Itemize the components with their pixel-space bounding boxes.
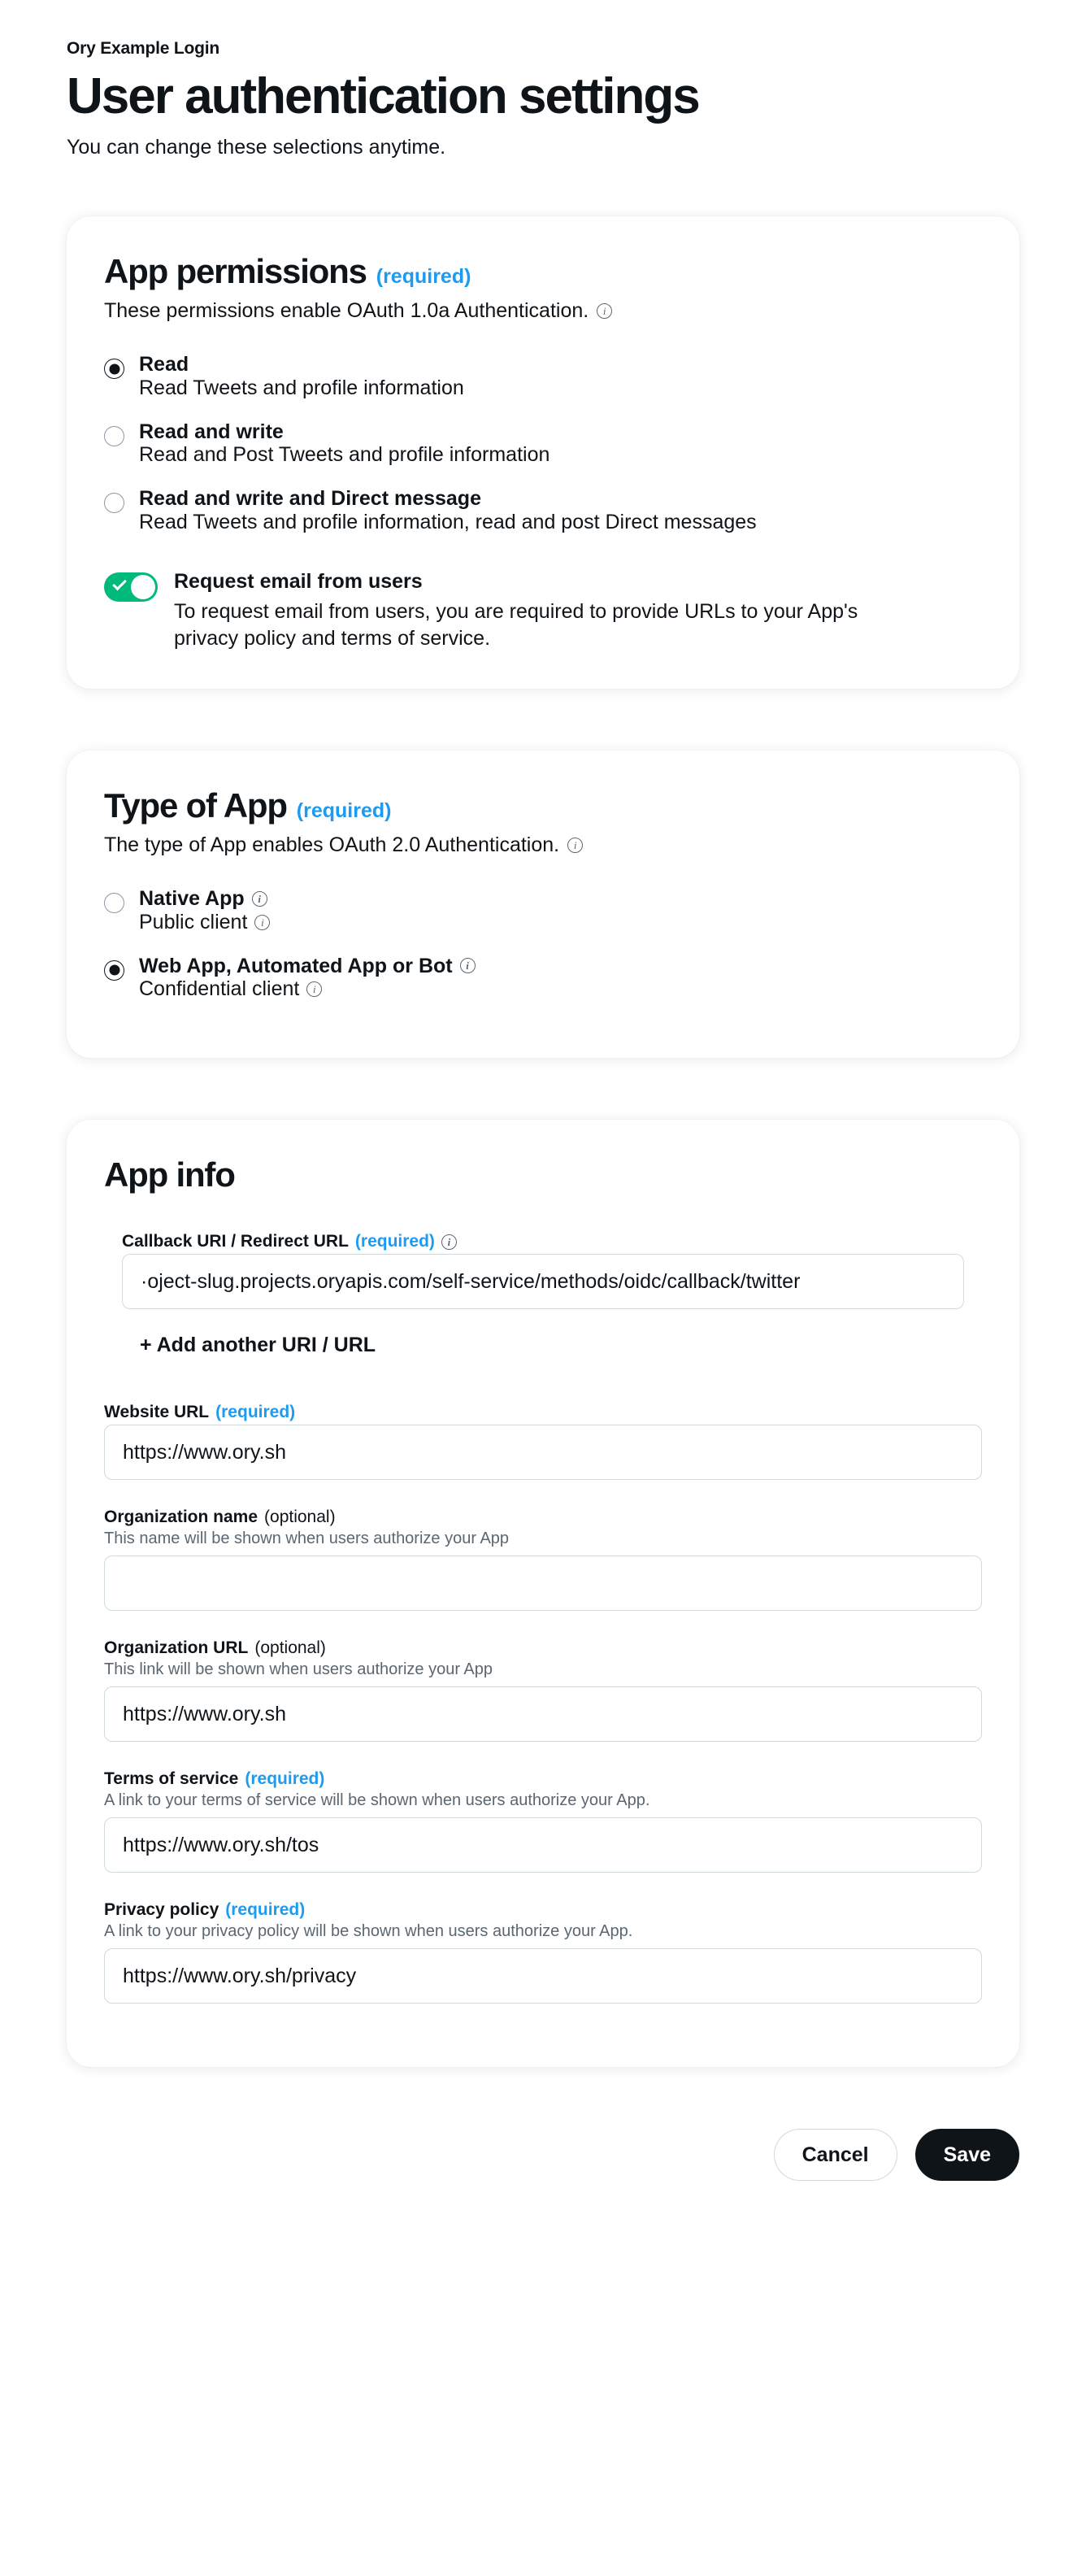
type-of-app-title: Type of App xyxy=(104,786,287,825)
permission-option-read-write-dm-help: Read Tweets and profile information, read and post Direct messages xyxy=(139,510,757,533)
info-icon[interactable]: i xyxy=(460,958,476,973)
app-type-web-label: Web App, Automated App or Bot xyxy=(139,954,453,977)
permission-option-read-help: Read Tweets and profile information xyxy=(139,376,464,399)
organization-url-help: This link will be shown when users authorize your App xyxy=(104,1660,493,1679)
app-permissions-required-tag: (required) xyxy=(376,265,471,289)
app-permissions-title: App permissions xyxy=(104,252,367,291)
type-of-app-heading xyxy=(104,786,982,825)
info-icon[interactable]: i xyxy=(567,838,583,853)
type-of-app-description-row xyxy=(104,833,982,857)
app-type-native-help: Public client xyxy=(139,910,248,933)
organization-name-optional-tag: (optional) xyxy=(264,1508,336,1527)
permission-option-read-write-help: Read and Post Tweets and profile information xyxy=(139,443,550,467)
privacy-policy-field xyxy=(104,1900,982,2004)
callback-label-row xyxy=(122,1232,964,1251)
privacy-policy-help: A link to your privacy policy will be shown when users authorize your App. xyxy=(104,1922,633,1941)
app-type-option-native[interactable] xyxy=(104,888,982,934)
toggle-knob xyxy=(131,575,155,599)
terms-of-service-required-tag: (required) xyxy=(245,1769,325,1789)
brand-label: Ory Example Login xyxy=(67,39,219,58)
callback-label: Callback URI / Redirect URL xyxy=(122,1232,349,1251)
app-permissions-heading xyxy=(104,252,982,291)
website-url-required-tag: (required) xyxy=(215,1403,296,1422)
radio-web-app[interactable] xyxy=(104,960,124,981)
organization-name-field xyxy=(104,1508,982,1611)
info-icon[interactable]: i xyxy=(441,1234,457,1250)
radio-read-write-dm[interactable] xyxy=(104,493,124,513)
request-email-row[interactable] xyxy=(104,570,982,654)
radio-read[interactable] xyxy=(104,359,124,379)
app-type-native-label: Native App xyxy=(139,887,245,911)
organization-url-optional-tag: (optional) xyxy=(254,1638,326,1658)
organization-name-label: Organization name xyxy=(104,1508,258,1527)
terms-of-service-help: A link to your terms of service will be shown when users authorize your App. xyxy=(104,1791,650,1810)
page-subtitle: You can change these selections anytime. xyxy=(67,136,446,159)
privacy-policy-label: Privacy policy xyxy=(104,1900,219,1920)
permission-option-read-write-dm-label: Read and write and Direct message xyxy=(139,487,481,511)
app-type-native-help-row xyxy=(139,911,270,934)
privacy-policy-label-row xyxy=(104,1900,982,1920)
website-url-label: Website URL xyxy=(104,1403,210,1422)
cancel-button[interactable]: Cancel xyxy=(774,2129,897,2181)
terms-of-service-label: Terms of service xyxy=(104,1769,239,1789)
organization-url-field xyxy=(104,1638,982,1742)
radio-read-write[interactable] xyxy=(104,426,124,446)
type-of-app-card xyxy=(67,751,1019,1058)
app-type-web-help-row xyxy=(139,977,476,1001)
app-type-web-help: Confidential client xyxy=(139,977,300,1001)
organization-name-input[interactable] xyxy=(104,1556,982,1611)
request-email-help: To request email from users, you are required to provide URLs to your App's privacy policy and terms of service. xyxy=(174,599,858,651)
website-url-input[interactable] xyxy=(104,1425,982,1480)
add-another-uri-button[interactable]: + Add another URI / URL xyxy=(140,1334,376,1357)
app-permissions-description: These permissions enable OAuth 1.0a Authentication. xyxy=(104,299,589,323)
type-of-app-required-tag: (required) xyxy=(296,799,392,823)
organization-url-label-row xyxy=(104,1638,982,1658)
page-title: User authentication settings xyxy=(67,68,699,124)
app-type-option-web[interactable] xyxy=(104,955,982,1002)
callback-input[interactable] xyxy=(122,1254,964,1309)
type-of-app-description: The type of App enables OAuth 2.0 Authentication. xyxy=(104,833,560,857)
organization-name-help: This name will be shown when users authorize your App xyxy=(104,1530,510,1548)
form-actions xyxy=(0,2129,1086,2230)
app-info-card xyxy=(67,1120,1019,2067)
privacy-policy-input[interactable] xyxy=(104,1948,982,2004)
app-permissions-description-row xyxy=(104,299,982,323)
permission-option-read[interactable] xyxy=(104,354,982,400)
organization-url-input[interactable] xyxy=(104,1686,982,1742)
terms-of-service-field xyxy=(104,1769,982,1873)
app-info-title: App info xyxy=(104,1155,235,1194)
info-icon[interactable]: i xyxy=(597,303,612,319)
app-permissions-card xyxy=(67,216,1019,689)
info-icon[interactable]: i xyxy=(254,915,270,930)
request-email-toggle[interactable] xyxy=(104,572,158,602)
permission-option-read-write[interactable] xyxy=(104,421,982,468)
website-url-label-row xyxy=(104,1403,982,1422)
terms-of-service-label-row xyxy=(104,1769,982,1789)
request-email-label: Request email from users xyxy=(174,569,423,593)
permission-option-read-label: Read xyxy=(139,353,189,376)
info-icon[interactable]: i xyxy=(252,891,267,907)
organization-url-label: Organization URL xyxy=(104,1638,249,1658)
privacy-policy-required-tag: (required) xyxy=(225,1900,306,1920)
info-icon[interactable]: i xyxy=(306,981,322,997)
terms-of-service-input[interactable] xyxy=(104,1817,982,1873)
save-button[interactable]: Save xyxy=(915,2129,1019,2181)
check-icon xyxy=(112,576,127,590)
organization-name-label-row xyxy=(104,1508,982,1527)
callback-required-tag: (required) xyxy=(354,1232,435,1251)
website-url-field xyxy=(104,1403,982,1480)
callback-field xyxy=(104,1232,982,1403)
app-type-web-label-row xyxy=(139,955,476,978)
radio-native-app[interactable] xyxy=(104,893,124,913)
permission-option-read-write-label: Read and write xyxy=(139,420,284,443)
app-type-native-label-row xyxy=(139,887,270,911)
permission-option-read-write-dm[interactable] xyxy=(104,488,982,534)
